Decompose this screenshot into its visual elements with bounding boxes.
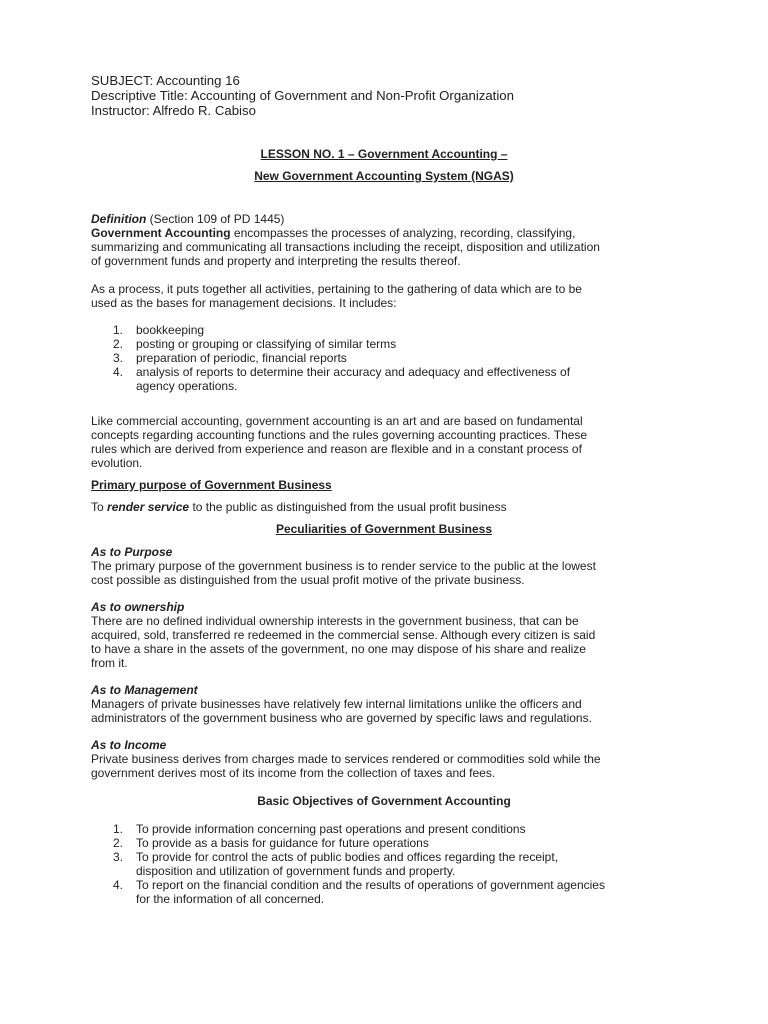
ownership-line-4: from it.: [91, 656, 128, 670]
primary-purpose-emphasis: render service: [107, 500, 190, 514]
purpose-line-2: cost possible as distinguished from the usual profit motive of the private business.: [91, 573, 525, 587]
management-line-2: administrators of the government business who are governed by specific laws and regulations.: [91, 711, 592, 725]
ownership-line-2: acquired, sold, transferred re redeemed in the commercial sense. Although every citizen is said: [91, 628, 596, 642]
commercial-line-3: rules which are derived from experience and reason are flexible and in a constant process of: [91, 442, 582, 456]
list-item: To report on the financial condition and the results of operations of government agencies: [136, 878, 605, 892]
ownership-subheading: As to ownership: [91, 600, 185, 614]
list-item-number: 1.: [113, 323, 124, 337]
purpose-line-1: The primary purpose of the government business is to render service to the public at the lowest: [91, 559, 596, 573]
list-item-continuation: for the information of all concerned.: [136, 892, 325, 906]
ownership-line-3: to have a share in the assets of the government, no one may dispose of his share and realize: [91, 642, 586, 656]
list-item-number: 2.: [113, 337, 124, 351]
primary-purpose-text: [91, 500, 507, 514]
income-subheading: As to Income: [91, 738, 167, 752]
list-item-number: 4.: [113, 365, 124, 379]
definition-line-1: [91, 226, 575, 240]
definition-term: Government Accounting: [91, 226, 231, 240]
primary-purpose-rest: to the public as distinguished from the usual profit business: [192, 500, 507, 514]
list-item: To provide as a basis for guidance for future operations: [136, 836, 429, 850]
lesson-subtitle: New Government Accounting System (NGAS): [254, 169, 514, 183]
list-item-number: 2.: [113, 836, 124, 850]
management-line-1: Managers of private businesses have relatively few internal limitations unlike the officers and: [91, 697, 582, 711]
list-item-continuation: agency operations.: [136, 379, 238, 393]
subject-line: SUBJECT: Accounting 16: [91, 73, 240, 88]
list-item: posting or grouping or classifying of similar terms: [136, 337, 397, 351]
commercial-line-1: Like commercial accounting, government accounting is an art and are based on fundamental: [91, 414, 583, 428]
list-item-number: 3.: [113, 351, 124, 365]
income-line-1: Private business derives from charges made to services rendered or commodities sold while the: [91, 752, 601, 766]
ownership-line-1: There are no defined individual ownership interests in the government business, that can be: [91, 614, 579, 628]
list-item: analysis of reports to determine their accuracy and adequacy and effectiveness of: [136, 365, 571, 379]
commercial-line-2: concepts regarding accounting functions and the rules governing accounting practices. These: [91, 428, 588, 442]
list-item-number: 1.: [113, 822, 124, 836]
instructor-line: Instructor: Alfredo R. Cabiso: [91, 103, 256, 118]
definition-line-3: of government funds and property and interpreting the results thereof.: [91, 254, 461, 268]
income-line-2: government derives most of its income from the collection of taxes and fees.: [91, 766, 496, 780]
definition-reference: (Section 109 of PD 1445): [149, 212, 285, 226]
list-item: bookkeeping: [136, 323, 205, 337]
objectives-heading: Basic Objectives of Government Accounting: [257, 794, 511, 808]
descriptive-title-line: Descriptive Title: Accounting of Government and Non-Profit Organization: [91, 88, 514, 103]
primary-purpose-prefix: To: [91, 500, 104, 514]
list-item-number: 3.: [113, 850, 124, 864]
list-item-number: 4.: [113, 878, 124, 892]
list-item: To provide information concerning past operations and present conditions: [136, 822, 526, 836]
peculiarities-heading: Peculiarities of Government Business: [275, 522, 493, 536]
definition-text-1: encompasses the processes of analyzing, recording, classifying,: [233, 226, 576, 240]
definition-label: Definition: [91, 212, 147, 226]
list-item: To provide for control the acts of public bodies and offices regarding the receipt,: [136, 850, 559, 864]
lesson-title: LESSON NO. 1 – Government Accounting –: [260, 147, 508, 161]
commercial-line-4: evolution.: [91, 456, 143, 470]
process-line-2: used as the bases for management decisions. It includes:: [91, 296, 397, 310]
purpose-subheading: As to Purpose: [91, 545, 173, 559]
list-item: preparation of periodic, financial reports: [136, 351, 347, 365]
list-item-continuation: disposition and utilization of government funds and property.: [136, 864, 456, 878]
primary-purpose-heading: Primary purpose of Government Business: [91, 478, 332, 492]
process-line-1: As a process, it puts together all activities, pertaining to the gathering of data which are to be: [91, 282, 582, 296]
definition-line-2: summarizing and communicating all transactions including the receipt, disposition and utilization: [91, 240, 600, 254]
management-subheading: As to Management: [91, 683, 198, 697]
definition-heading: [91, 212, 284, 226]
